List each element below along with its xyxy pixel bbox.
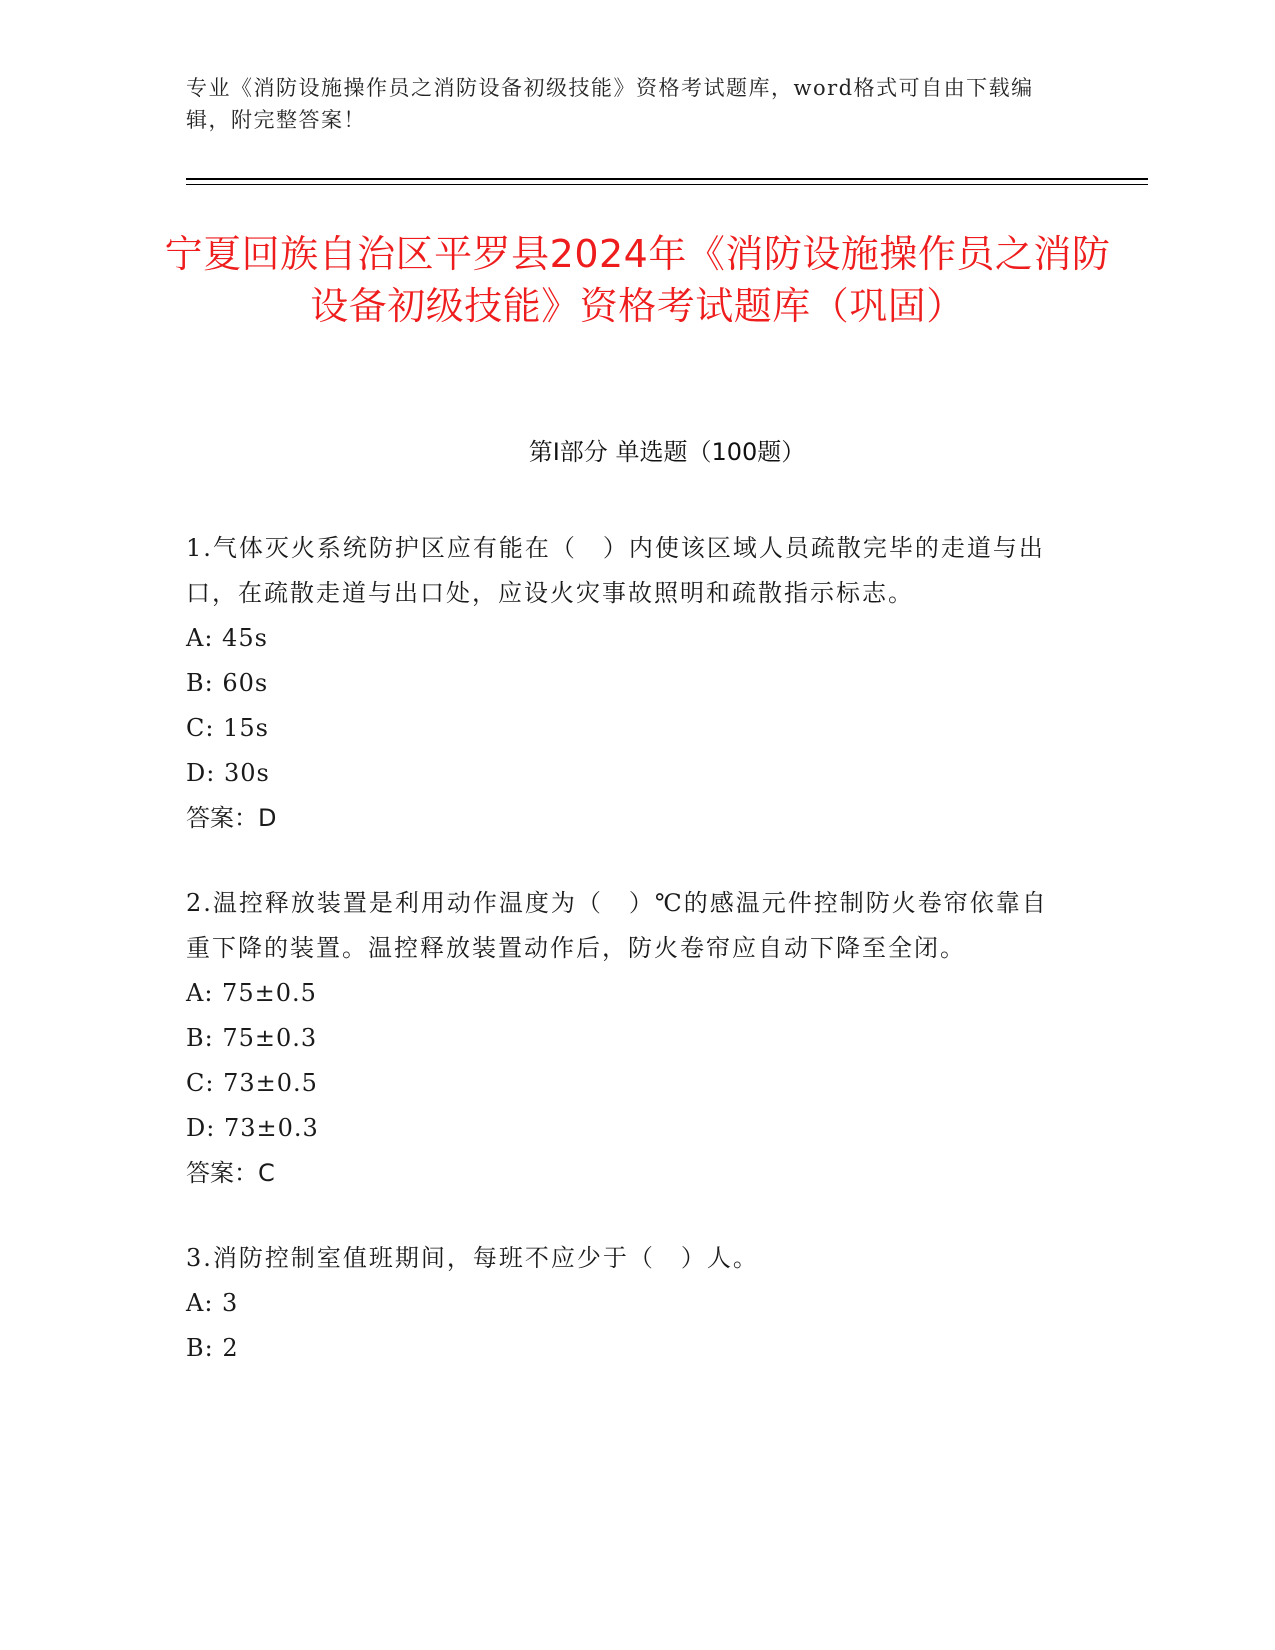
option-b: B: 60s (186, 669, 269, 697)
option-a: A: 3 (186, 1289, 239, 1317)
answer: 答案：C (186, 1159, 275, 1187)
question-3 (186, 1236, 1066, 1371)
question-1 (186, 526, 1066, 841)
option-a: A: 75±0.5 (186, 979, 317, 1007)
section-heading: 第I部分 单选题（100题） (528, 438, 806, 466)
answer: 答案：D (186, 804, 277, 832)
question-list (186, 526, 1066, 1411)
option-b: B: 75±0.3 (186, 1024, 318, 1052)
option-c: C: 15s (186, 714, 269, 742)
question-stem: 2.温控释放装置是利用动作温度为（ ）℃的感温元件控制防火卷帘依靠自重下降的装置。温控释放装置动作后，防火卷帘应自动下降至全闭。 (186, 889, 1048, 962)
option-d: D: 73±0.3 (186, 1114, 319, 1142)
question-stem: 1.气体灭火系统防护区应有能在（ ）内使该区域人员疏散完毕的走道与出口，在疏散走道与出口处，应设火灾事故照明和疏散指示标志。 (186, 534, 1045, 607)
option-a: A: 45s (186, 624, 268, 652)
question-stem: 3.消防控制室值班期间，每班不应少于（ ）人。 (186, 1244, 759, 1272)
header-divider-thin (186, 184, 1148, 185)
option-d: D: 30s (186, 759, 270, 787)
header-note: 专业《消防设施操作员之消防设备初级技能》资格考试题库，word格式可自由下载编辑，附完整答案！ (186, 76, 1034, 132)
question-2 (186, 881, 1066, 1196)
option-b: B: 2 (186, 1334, 239, 1362)
header-divider-thick (186, 178, 1148, 180)
document-title: 宁夏回族自治区平罗县2024年《消防设施操作员之消防设备初级技能》资格考试题库（巩固） (164, 232, 1111, 328)
option-c: C: 73±0.5 (186, 1069, 318, 1097)
